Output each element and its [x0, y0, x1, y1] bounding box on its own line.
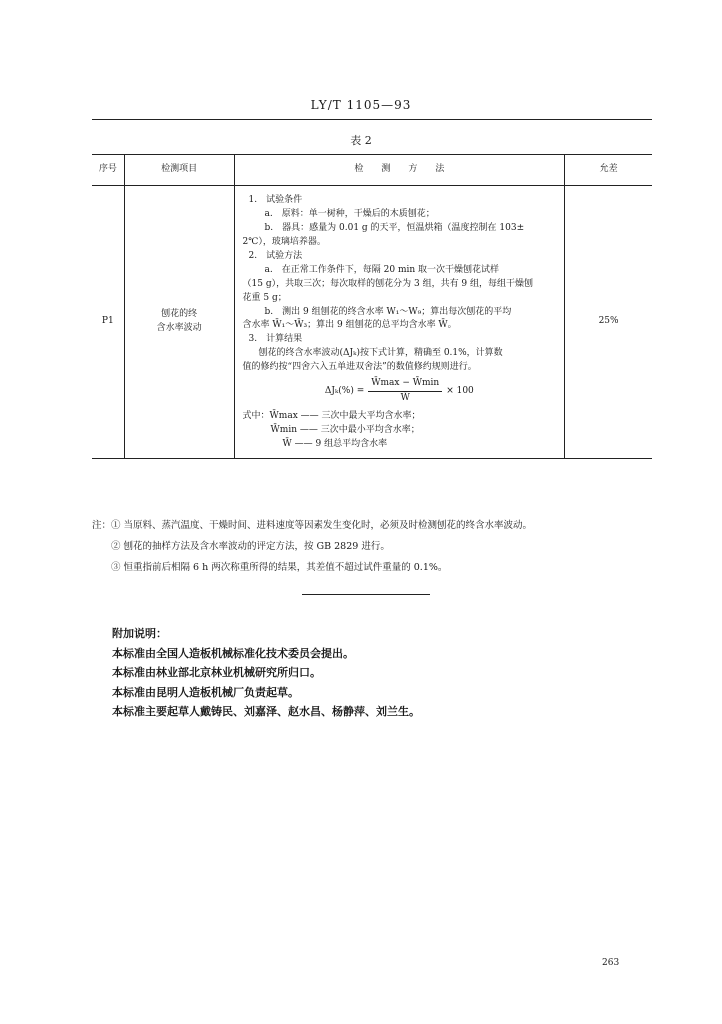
addendum-line-2: 本标准由林业部北京林业机械研究所归口。 [112, 666, 321, 679]
formula-denominator: W̄ [400, 393, 410, 404]
section-divider [302, 594, 430, 595]
header-rule [92, 119, 652, 120]
addendum-line-4: 本标准主要起草人戴铸民、刘嘉泽、赵水昌、杨静萍、刘兰生。 [112, 705, 420, 718]
formula-lhs: ΔJₖ(%) = [324, 385, 365, 396]
addendum-line-3: 本标准由昆明人造板机械厂负责起草。 [112, 685, 299, 699]
formula-numerator: W̄max − W̄min [368, 377, 442, 392]
addendum-line-1: 本标准由全国人造板机械标准化技术委员会提出。 [112, 646, 354, 660]
item-line-2: 含水率波动 [156, 322, 202, 333]
method-s1-b-2: 2℃），玻璃培养器。 [242, 236, 326, 247]
method-s2-b-1: b. 测出 9 组刨花的终含水率 W₁～W₉；算出每次刨花的平均 [264, 306, 512, 317]
method-s2-a-2: （15 g），共取三次；每次取样的刨花分为 3 组，共有 9 组，每组干燥刨 [242, 278, 534, 289]
row-item [124, 186, 234, 459]
method-s1-title: 1. 试验条件 [248, 195, 303, 205]
formula-fraction [368, 377, 442, 406]
formula-rhs: × 100 [446, 385, 474, 396]
method-s2-a-3: 花重 5 g； [242, 292, 287, 303]
item-line-1: 刨花的终 [161, 309, 198, 319]
method-where-3: W̄ —— 9 组总平均含水率 [282, 438, 388, 449]
row-tolerance: 25% [565, 186, 652, 459]
table-notes [92, 515, 692, 578]
standard-code-header: LY/T 1105—93 [310, 98, 412, 112]
note-3: ③ 恒重指前后相隔 6 h 两次称重所得的结果，其差值不超过试件重量的 0.1%。 [111, 562, 448, 573]
inspection-table [92, 154, 652, 459]
method-s1-a: a. 原料：单一树种，干燥后的木质刨花； [264, 208, 435, 219]
method-s2-title: 2. 试验方法 [248, 250, 303, 261]
table-header-row [92, 155, 652, 186]
col-header-tolerance: 允差 [565, 155, 652, 186]
method-where-2: W̄min —— 三次中最小平均含水率； [270, 425, 420, 435]
table-title: 表 2 [350, 134, 372, 147]
col-header-method: 检 测 方 法 [234, 155, 565, 186]
method-s3-text-1: 刨花的终含水率波动(ΔJₖ)按下式计算，精确至 0.1%，计算数 [258, 348, 503, 359]
col-header-item: 检测项目 [124, 155, 234, 186]
note-1: 注：① 当原料、蒸汽温度、干燥时间、进料速度等因素发生变化时，必须及时检测刨花的终含水率波动。 [92, 520, 533, 531]
method-s3-text-2: 值的修约按“四舍六入五单进双舍法”的数值修约规则进行。 [242, 362, 477, 373]
method-s1-b-1: b. 器具：感量为 0.01 g 的天平，恒温烘箱（温度控制在 103± [264, 222, 525, 233]
page-number: 263 [602, 958, 620, 968]
method-where-1: 式中：W̄max —— 三次中最大平均含水率； [242, 411, 421, 422]
note-2: ② 刨花的抽样方法及含水率波动的评定方法，按 GB 2829 进行。 [111, 541, 390, 552]
addendum [112, 624, 420, 722]
table-row [92, 186, 652, 459]
row-number: P1 [92, 186, 124, 459]
addendum-heading: 附加说明： [112, 627, 167, 640]
formula [243, 377, 557, 406]
col-header-no: 序号 [92, 155, 124, 186]
method-s2-b-2: 含水率 W̄₁～W̄₃；算出 9 组刨花的总平均含水率 W̄。 [242, 320, 457, 331]
row-method [234, 186, 565, 459]
method-s3-title: 3. 计算结果 [248, 334, 303, 345]
method-s2-a-1: a. 在正常工作条件下，每隔 20 min 取一次干燥刨花试样 [264, 264, 500, 275]
